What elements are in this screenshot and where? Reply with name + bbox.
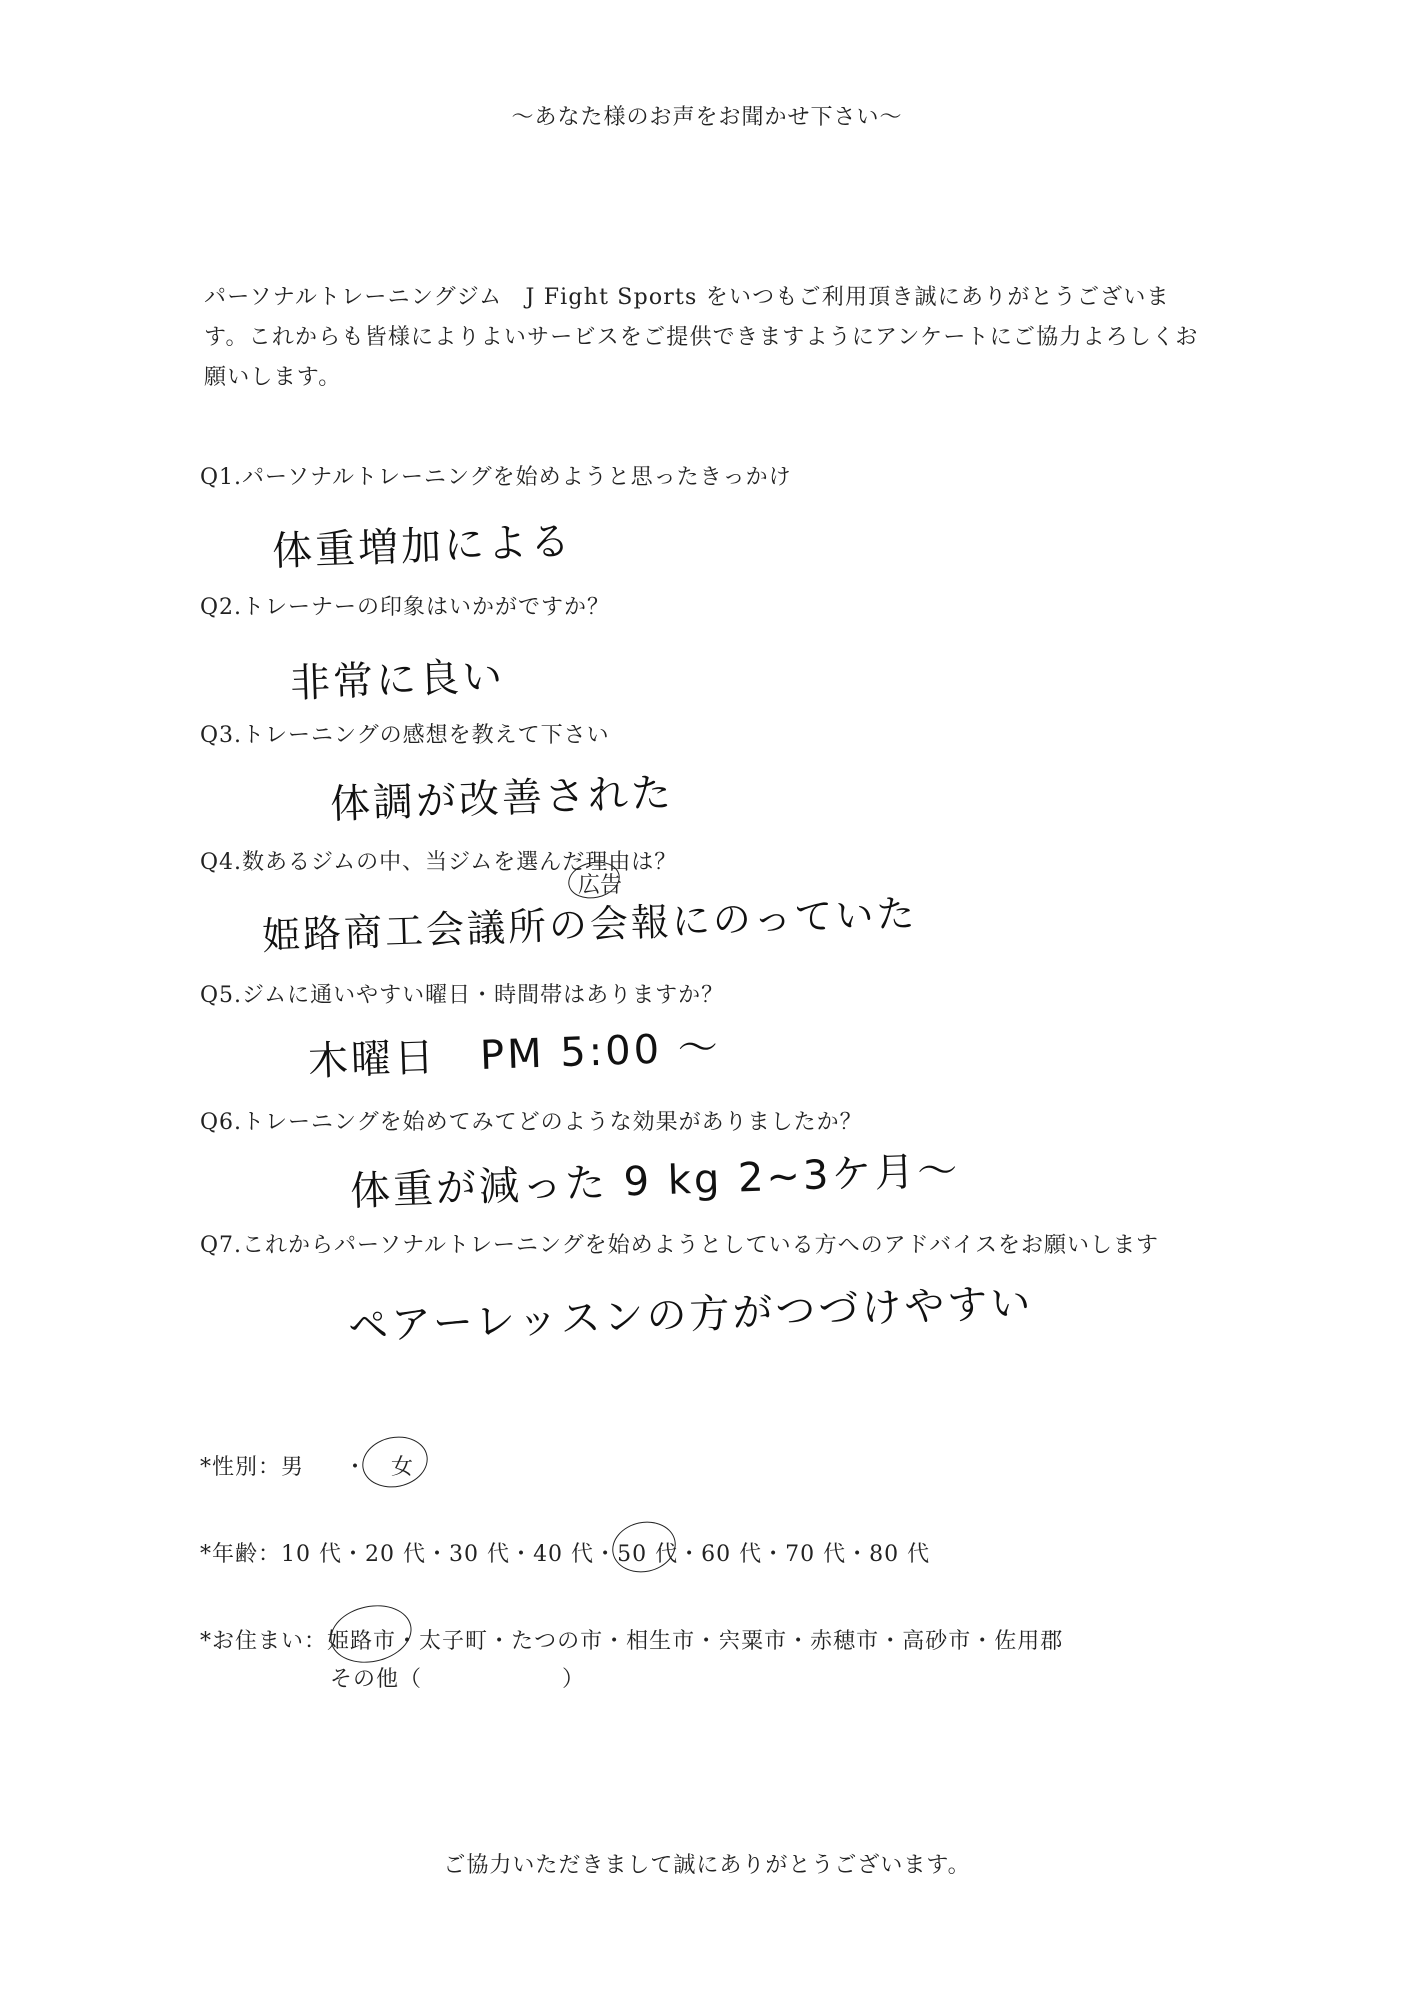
residence-selected-circle [325,1598,417,1670]
residence-other-row [330,1662,585,1693]
answer-2: 非常に良い [289,653,506,707]
question-6: Q6.トレーニングを始めてみてどのような効果がありましたか？ [200,1110,863,1135]
residence-other-close: ） [562,1667,586,1692]
age-option-40[interactable]: 40 代 [533,1542,595,1567]
question-2: Q2.トレーナーの印象はいかがですか？ [200,595,611,620]
age-label: *年齢： [200,1542,282,1567]
residence-row: *お住まい：姫路市・太子町・たつの市・相生市・宍粟市・赤穂市・高砂市・佐用郡 [200,1629,1064,1654]
answer-7: ペアーレッスンの方がつづけやすい [347,1280,1035,1350]
residence-option-himeji[interactable]: 姫路市 [327,1629,397,1654]
age-option-70[interactable]: 70 代 [785,1542,847,1567]
residence-option-takasago[interactable]: 高砂市 [902,1629,972,1654]
residence-option-ako[interactable]: 赤穂市 [810,1629,880,1654]
residence-option-taishi[interactable]: 太子町 [419,1629,489,1654]
question-3: Q3.トレーニングの感想を教えて下さい [200,723,610,748]
age-option-80[interactable]: 80 代 [869,1542,931,1567]
answer-1: 体重増加による [271,518,574,575]
question-4: Q4.数あるジムの中、当ジムを選んだ理由は？ [200,850,678,875]
age-selected-circle [608,1516,681,1578]
residence-other-label: その他（ [330,1667,423,1692]
intro-paragraph: パーソナルトレーニングジム J Fight Sports をいつもご利用頂き誠にありがとうございます。これからも皆様によりよいサービスをご提供できますようにアンケートにご協力よろしくお願いします。 [204,285,1199,390]
footer-thanks: ご協力いただきまして誠にありがとうございます。 [443,1853,971,1878]
answer-4-note: 広告 [578,873,623,898]
residence-label: *お住まい： [200,1629,328,1654]
answer-6: 体重が減った 9 kg 2~3ケ月～ [349,1147,962,1215]
gender-option-male[interactable]: 男 [281,1455,305,1480]
residence-option-sayo[interactable]: 佐用郡 [994,1629,1064,1654]
question-1: Q1.パーソナルトレーニングを始めようと思ったきっかけ [200,465,792,490]
residence-option-aioi[interactable]: 相生市 [626,1629,696,1654]
residence-option-shiso[interactable]: 宍粟市 [718,1629,788,1654]
answer-3: 体調が改善された [329,770,675,828]
question-5: Q5.ジムに通いやすい曜日・時間帯はありますか？ [200,983,725,1008]
age-option-30[interactable]: 30 代 [449,1542,511,1567]
age-option-10[interactable]: 10 代 [281,1542,343,1567]
gender-label: *性別： [200,1455,282,1480]
gender-option-female[interactable]: 女 [391,1455,415,1480]
residence-option-tatsuno[interactable]: たつの市 [511,1629,604,1654]
age-option-20[interactable]: 20 代 [365,1542,427,1567]
age-option-50[interactable]: 50 代 [617,1542,679,1567]
survey-title: ～あなた様のお声をお聞かせ下さい～ [511,105,903,130]
answer-5: 木曜日 PM 5:00 ～ [307,1024,722,1085]
question-7: Q7.これからパーソナルトレーニングを始めようとしている方へのアドバイスをお願いします [200,1233,1159,1258]
gender-separator: ・ [344,1455,368,1480]
gender-selected-circle [358,1431,433,1494]
age-row: *年齢：10 代・20 代・30 代・40 代・50 代・60 代・70 代・80 代 [200,1542,931,1567]
answer-4: 姫路商工会議所の会報にのっていた [261,891,919,958]
age-option-60[interactable]: 60 代 [701,1542,763,1567]
